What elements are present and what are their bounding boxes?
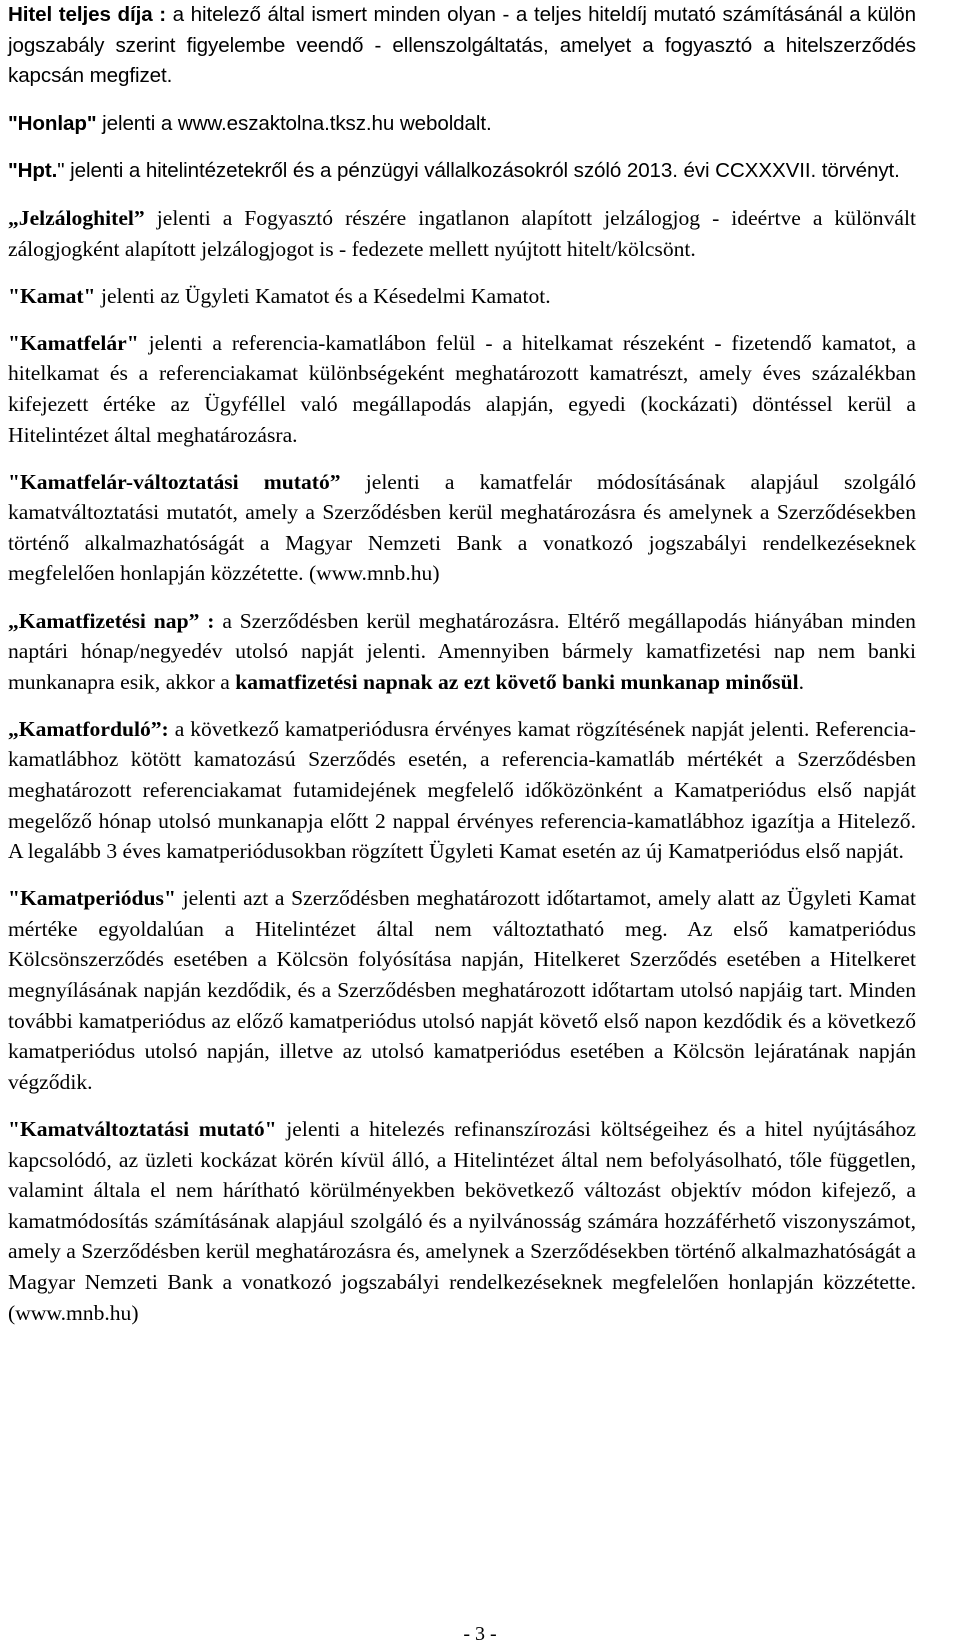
- definition-kamat: [8, 281, 916, 312]
- term: "Kamatváltoztatási mutató": [8, 1116, 277, 1141]
- definition-kamatfelar-valtoztatasi-mutato: [8, 467, 916, 589]
- term-separator: :: [152, 3, 166, 26]
- definition-text: jelenti a kamatfelár módosításának alapjául szolgáló kamatváltoztatási mutatót, amely a Szerződésben kerül meghatározásra és amelynek a Szerződésekben történő alkalmazhatóságát a Magyar Nemzeti Bank a vonatkozó jogszabályi rendelkezéseknek megfelelően honlapján közzétette. (www.mnb.hu): [8, 469, 916, 586]
- definition-kamatfelar: [8, 328, 916, 450]
- term-separator: ": [57, 158, 65, 182]
- definition-hpt: [8, 156, 916, 187]
- definition-kamatvaltoztatasi-mutato: [8, 1114, 916, 1328]
- definition-text: jelenti az Ügyleti Kamatot és a Késedelmi Kamatot.: [95, 283, 551, 308]
- definition-text: jelenti a Fogyasztó részére ingatlanon alapított jelzálogjog - ideértve a különvált zálogjogként alapított jelzálogjogot is - fedezete mellett nyújtott hitelt/kölcsönt.: [8, 206, 916, 261]
- page-number: - 3 -: [463, 1623, 497, 1645]
- definition-kamatperiodus: [8, 883, 916, 1097]
- definition-text: jelenti a referencia-kamatlábon felül - a hitelkamat részeként - fizetendő kamatot, a hitelkamat és a referenciakamat különbségeként meghatározott kamatrészt, amely éves százalékban kifejezett értéke az Ügyféllel való megállapodás alapján, egyedi (kockázati) döntéssel kerül a Hitelintézet által meghatározásra.: [8, 330, 916, 447]
- definition-text: a Szerződésben kerül meghatározásra. Eltérő megállapodás hiányában minden naptári hónap/negyedév utolsó napját jelenti. Amennyiben bármely kamatfizetési nap nem banki munkanapra esik, akkor a: [8, 608, 916, 694]
- definition-text: jelenti a hitelintézetekről és a pénzügyi vállalkozásokról szóló 2013. évi CCXXXVII. törvényt.: [64, 158, 900, 182]
- definition-text: a következő kamatperiódusra érvényes kamat rögzítésének napját jelenti. Referencia-kamatlábhoz kötött kamatozású Szerződés esetén, a referencia-kamatláb mértékét a Szerződésben meghatározott referenciakamat futamidejének megfelelő időközönként a Kamatperiódus első napját megelőző hónap utolsó munkanapja előtt 2 nappal érvényes referencia-kamatlábhoz igazítja a Hitelező. A legalább 3 éves kamatperiódusokban rögzített Ügyleti Kamat esetén az új Kamatperiódus első napját.: [8, 716, 916, 864]
- definition-honlap: [8, 109, 916, 140]
- definition-hitel-teljes-dija: [8, 0, 916, 92]
- term: „Jelzáloghitel”: [8, 206, 145, 231]
- definition-text: jelenti a www.eszaktolna.tksz.hu weboldalt.: [96, 111, 492, 135]
- definition-text: jelenti azt a Szerződésben meghatározott időtartamot, amely alatt az Ügyleti Kamat mértéke egyoldalúan a Hitelintézet által nem változtatható meg. Az első kamatperiódus Kölcsönszerződés esetében a Kölcsön folyósítása napján, Hitelkeret Szerződés esetében a Hitelkeret megnyílásának napján kezdődik, és a Szerződésben meghatározott időtartam utolsó napjáig tart. Minden további kamatperiódus az előző kamatperiódus utolsó napját követő első napon kezdődik és a következő kamatperiódus utolsó napján, illetve az utolsó kamatperiódus esetében a Kölcsön lejáratának napján végződik.: [8, 886, 916, 1094]
- definition-kamatfizetesi-nap: [8, 606, 916, 698]
- term: „Kamatforduló”:: [8, 716, 169, 741]
- term: "Kamatperiódus": [8, 886, 176, 911]
- definition-tail: .: [798, 669, 804, 694]
- definition-text: jelenti a hitelezés refinanszírozási költségeihez és a hitel nyújtásához kapcsolódó, az üzleti kockázat körén kívül álló, a Hitelintézet által nem befolyásolható, tőle független, valamint általa el nem hárítható körülményekben bekövetkező változást objektív módon kifejező, a kamatmódosítás számításának alapjául szolgáló és a nyilvánosság számára hozzáférhető viszonyszámot, amely a Szerződésben kerül meghatározásra és, amelynek a Szerződésekben történő alkalmazhatóságát a Magyar Nemzeti Bank a vonatkozó jogszabályi rendelkezéseknek megfelelően honlapján közzétette. (www.mnb.hu): [8, 1116, 916, 1325]
- definition-kamatfordulo: [8, 714, 916, 867]
- term: "Honlap": [8, 111, 97, 135]
- term: "Hpt.: [8, 158, 58, 182]
- definition-text: a hitelező által ismert minden olyan - a teljes hiteldíj mutató számításánál a külön jogszabály szerint figyelembe veendő - ellenszolgáltatás, amelyet a fogyasztó a hitelszerződés kapcsán megfizet.: [8, 3, 916, 88]
- term: "Kamatfelár": [8, 330, 139, 355]
- term: "Kamatfelár-változtatási mutató”: [8, 469, 341, 494]
- term: „Kamatfizetési nap” :: [8, 608, 215, 633]
- term: Hitel teljes díja: [8, 3, 153, 26]
- definition-bold-text: kamatfizetési napnak az ezt követő banki munkanap minősül: [235, 669, 799, 694]
- term: "Kamat": [8, 283, 96, 308]
- definition-jelzaloghitel: [8, 203, 916, 264]
